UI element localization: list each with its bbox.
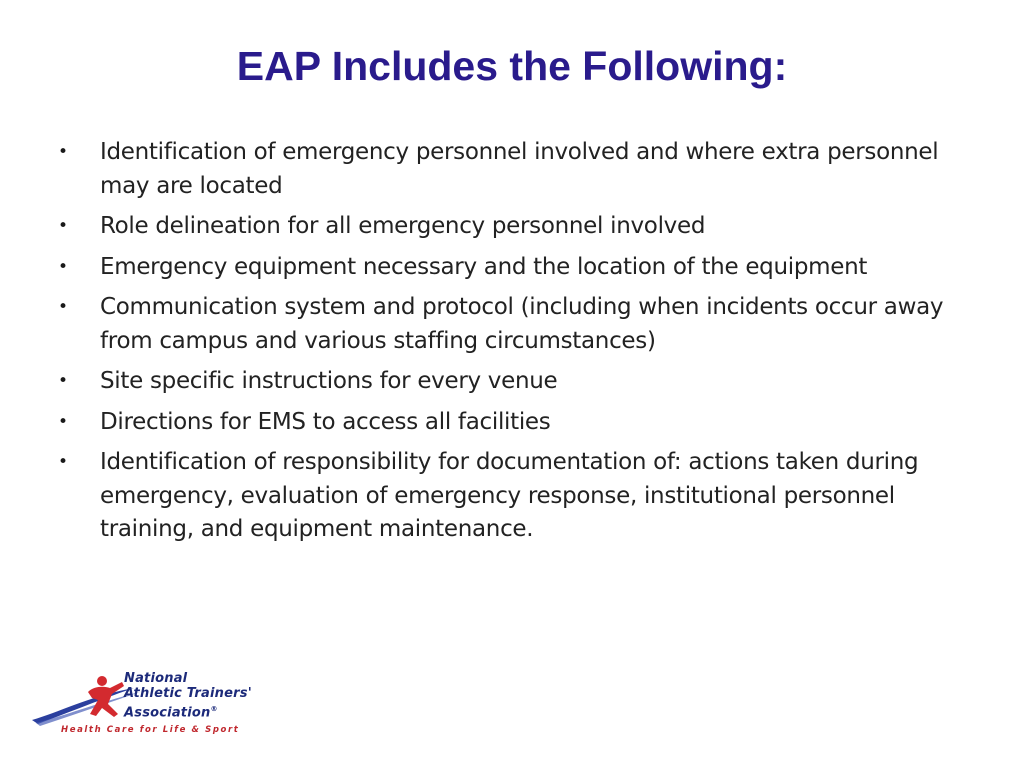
logo-line-national: National xyxy=(124,671,188,686)
list-item xyxy=(58,406,968,440)
nata-logo xyxy=(30,668,292,742)
list-item xyxy=(58,210,968,244)
bullet-icon: • xyxy=(58,297,68,317)
bullet-text: Site specific instructions for every venue xyxy=(100,368,558,394)
list-item xyxy=(58,291,968,358)
bullet-text: Emergency equipment necessary and the location of the equipment xyxy=(100,253,868,280)
list-item xyxy=(58,136,968,203)
slide-title: EAP Includes the Following: xyxy=(236,43,788,89)
bullet-text: Identification of responsibility for documentation of: actions taken during emergency, evaluation of emergency response, institutional personnel training, and equipment maintenance. xyxy=(100,449,919,542)
bullet-icon: • xyxy=(58,142,68,162)
bullet-icon: • xyxy=(58,216,68,236)
bullet-text: Communication system and protocol (including when incidents occur away from campus and various staffing circumstances) xyxy=(100,294,944,354)
bullet-icon: • xyxy=(58,411,68,432)
registered-mark: ® xyxy=(210,705,218,713)
logo-line-association: Association® xyxy=(124,705,218,721)
list-item xyxy=(58,446,968,547)
bullet-icon: • xyxy=(58,371,68,391)
bullet-text: Identification of emergency personnel involved and where extra personnel may are located xyxy=(100,139,939,199)
logo-tagline: Health Care for Life & Sport xyxy=(61,725,240,735)
bullet-text: Role delineation for all emergency personnel involved xyxy=(100,213,706,239)
list-item xyxy=(58,251,968,285)
bullet-icon: • xyxy=(58,256,68,277)
bullet-list xyxy=(58,136,968,554)
bullet-icon: • xyxy=(58,452,68,472)
bullet-text: Directions for EMS to access all facilities xyxy=(100,408,551,435)
logo-line-athletic-trainers: Athletic Trainers' xyxy=(124,686,252,701)
list-item xyxy=(58,365,968,399)
